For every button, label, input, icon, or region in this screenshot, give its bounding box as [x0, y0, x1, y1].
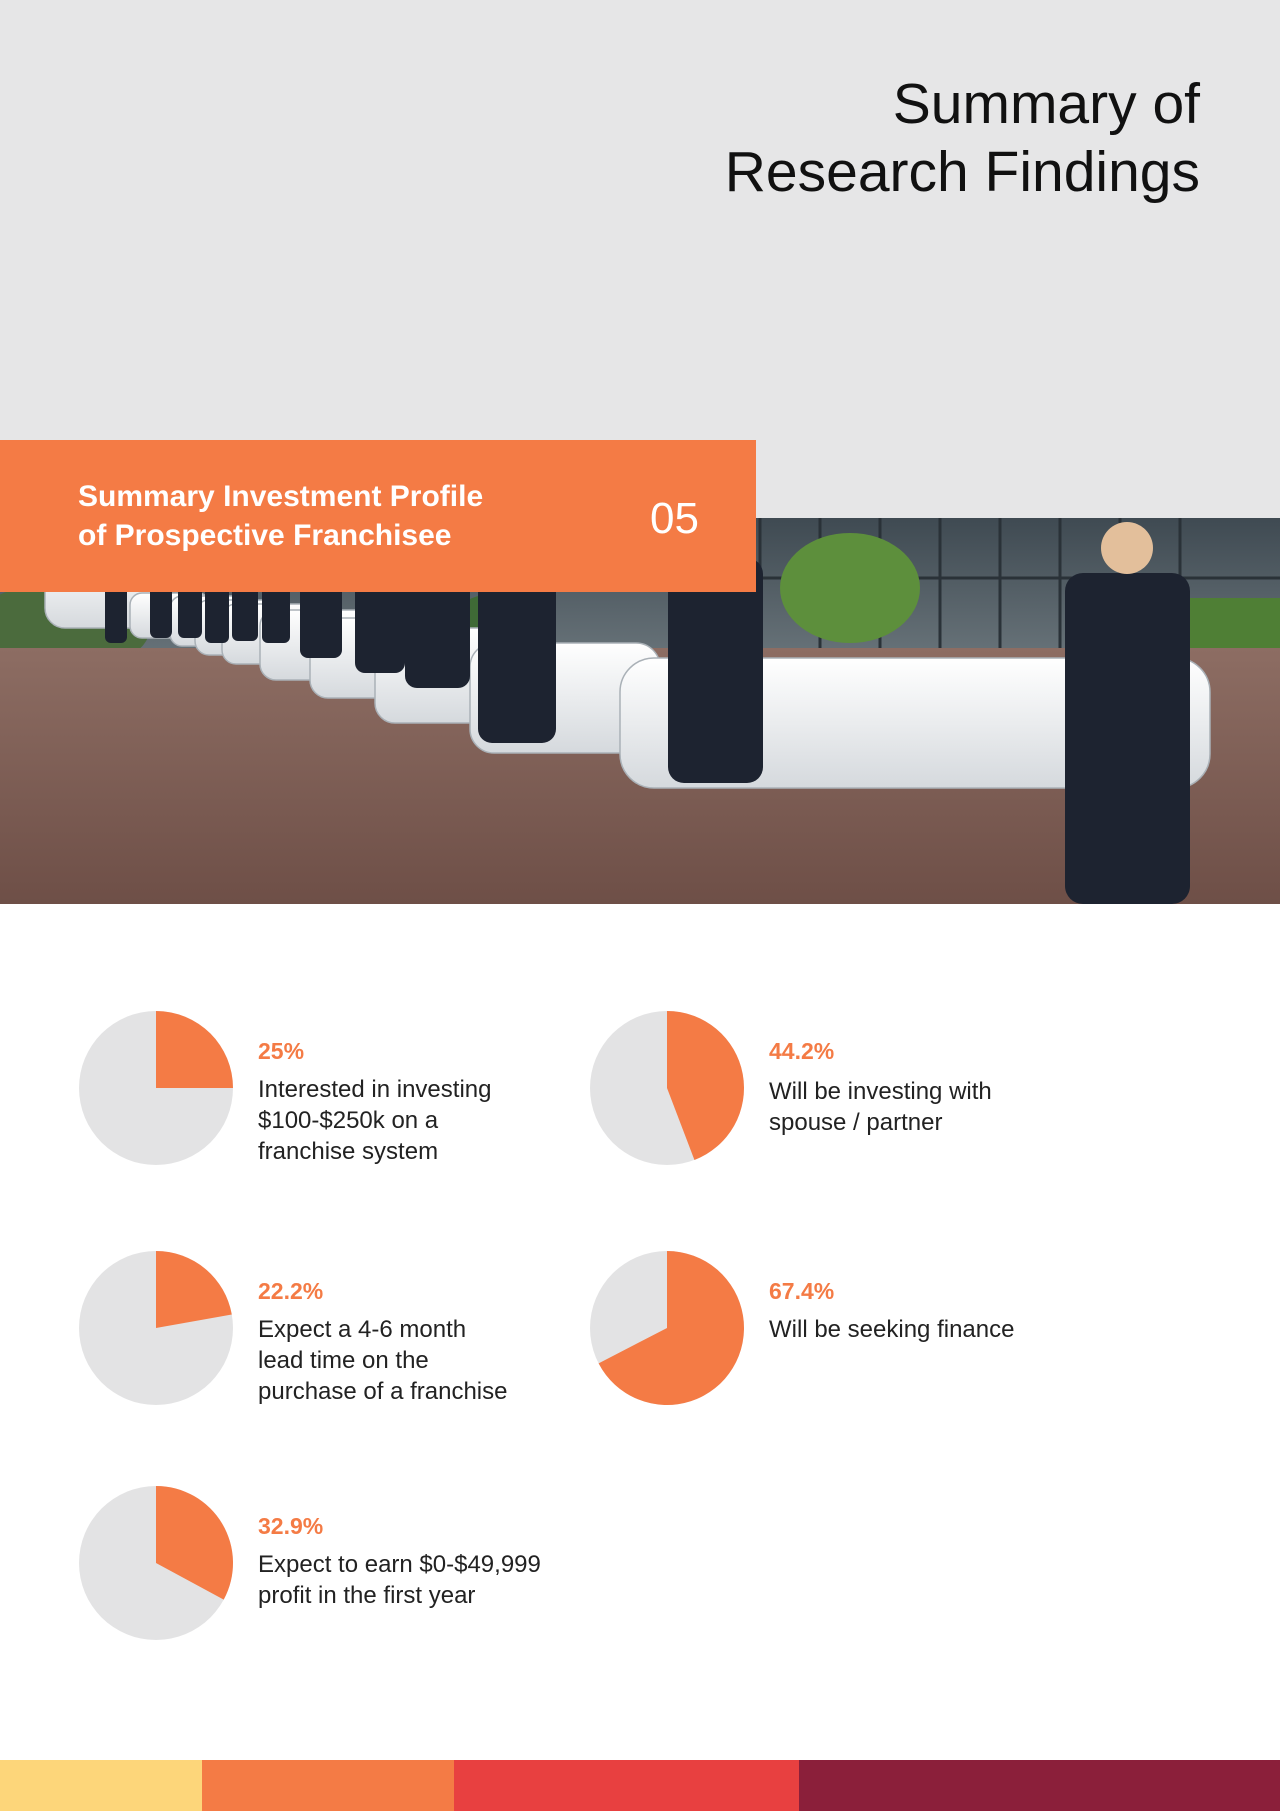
section-title-line-2: of Prospective Franchisee	[78, 519, 452, 552]
pie-chart	[589, 1010, 745, 1166]
stat-item	[78, 1485, 598, 1645]
stat-description-line: spouse / partner	[769, 1109, 943, 1136]
stat-description-line: lead time on the	[258, 1347, 429, 1374]
stat-description	[769, 1314, 1099, 1345]
footer-stripe	[202, 1760, 454, 1811]
page-title	[725, 70, 1200, 206]
stat-item	[589, 1010, 1109, 1170]
stat-item	[78, 1010, 598, 1170]
page-title-line-2: Research Findings	[724, 140, 1200, 204]
stat-description-line: Expect a 4-6 month	[258, 1316, 467, 1343]
pie-chart	[78, 1485, 234, 1641]
footer-stripe	[454, 1760, 799, 1811]
page-title-line-1: Summary of	[892, 72, 1200, 136]
stat-description-line: Interested in investing	[258, 1076, 492, 1103]
stat-item	[78, 1250, 598, 1410]
stat-value: 44.2%	[769, 1038, 835, 1064]
pie-chart	[78, 1250, 234, 1406]
footer-color-bar	[0, 1760, 1280, 1811]
stat-description	[769, 1076, 1099, 1138]
pie-value-slice	[156, 1011, 233, 1088]
stat-value: 22.2%	[258, 1278, 324, 1304]
stat-description-line: Will be investing with	[769, 1078, 992, 1105]
section-banner	[0, 440, 756, 592]
footer-stripe	[799, 1760, 1280, 1811]
section-title	[78, 477, 483, 555]
stat-description-line: franchise system	[258, 1138, 439, 1165]
stat-value: 32.9%	[258, 1513, 324, 1539]
stat-description-line: $100-$250k on a	[258, 1107, 439, 1134]
stat-description	[258, 1549, 588, 1611]
pie-value-slice	[156, 1251, 232, 1328]
stat-description	[258, 1314, 588, 1407]
stat-value: 25%	[258, 1038, 305, 1064]
stat-description-line: Expect to earn $0-$49,999	[258, 1551, 541, 1578]
pie-chart	[589, 1250, 745, 1406]
stat-description-line: profit in the first year	[258, 1582, 476, 1609]
stat-description-line: Will be seeking finance	[769, 1316, 1015, 1343]
pie-chart	[78, 1010, 234, 1166]
stat-description	[258, 1074, 588, 1167]
stat-value: 67.4%	[769, 1278, 835, 1304]
section-title-line-1: Summary Investment Profile	[78, 480, 484, 513]
stat-description-line: purchase of a franchise	[258, 1378, 508, 1405]
stat-item	[589, 1250, 1109, 1410]
section-number: 05	[650, 494, 699, 543]
footer-stripe	[0, 1760, 202, 1811]
